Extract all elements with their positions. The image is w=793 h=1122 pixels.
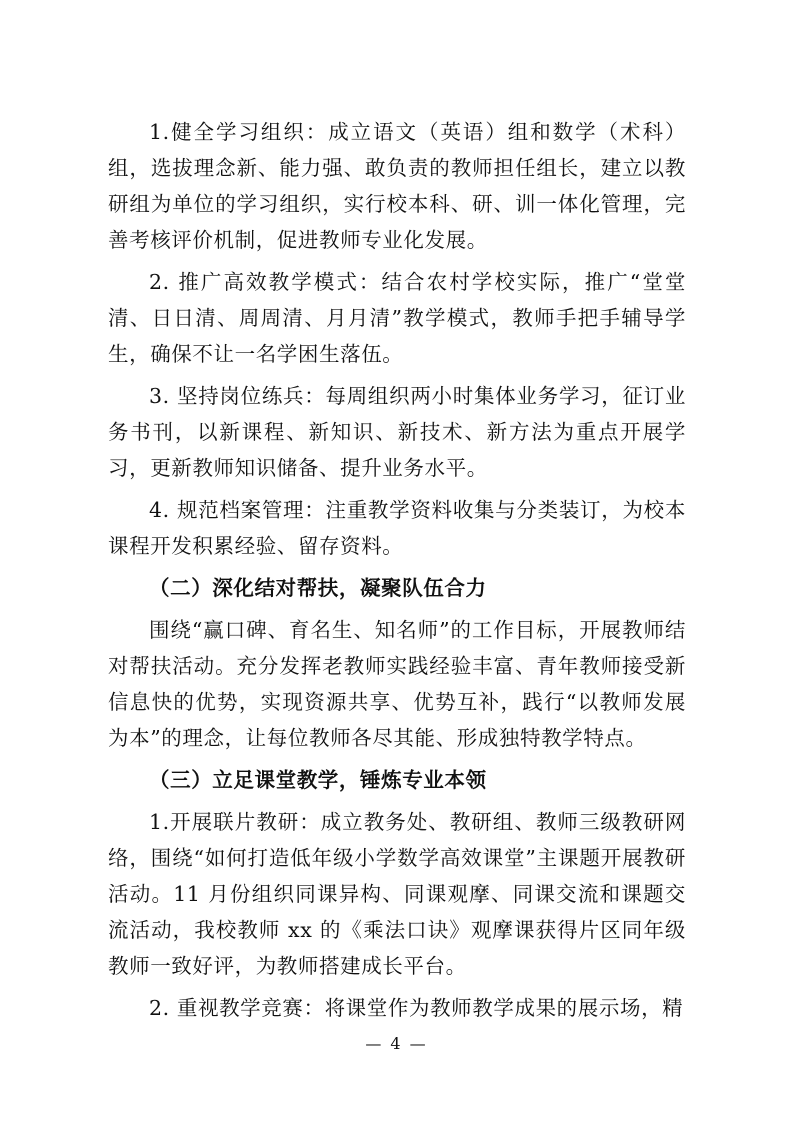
section-heading-mentoring: （二）深化结对帮扶，凝聚队伍合力 [149, 576, 487, 600]
paragraph-teaching-competition: 2. 重视教学竞赛：将课堂作为教师教学成果的展示场，精 [149, 996, 684, 1020]
page-number: — 4 — [365, 1034, 428, 1053]
paragraph-teaching-model: 2. 推广高效教学模式：结合农村学校实际，推广“堂堂清、日日清、周周清、月月清”教学模式，教师手把手辅导学生，确保不让一名学困生落伍。 [108, 270, 686, 366]
paragraph-joint-research: 1.开展联片教研：成立教务处、教研组、教师三级教研网络，围绕“如何打造低年级小学数学高效课堂”主课题开展教研活动。11 月份组织同课异构、同课观摩、同课交流和课题交流活动，我校教师 xx 的《乘法口诀》观摩课获得片区同年级教师一致好评，为教师搭建成长平台。 [108, 810, 686, 978]
paragraph-mentoring: 围绕“赢口碑、育名生、知名师”的工作目标，开展教师结对帮扶活动。充分发挥老教师实践经验丰富、青年教师接受新信息快的优势，实现资源共享、优势互补，践行“以教师发展为本”的理念，让每位教师各尽其能、形成独特教学特点。 [108, 618, 686, 750]
paragraph-job-training: 3. 坚持岗位练兵：每周组织两小时集体业务学习，征订业务书刊，以新课程、新知识、新技术、新方法为重点开展学习，更新教师知识储备、提升业务水平。 [108, 384, 686, 480]
paragraph-archive-management: 4. 规范档案管理：注重教学资料收集与分类装订，为校本课程开发积累经验、留存资料。 [108, 498, 686, 558]
paragraph-study-organization: 1.健全学习组织：成立语文（英语）组和数学（术科）组，选拔理念新、能力强、敢负责的教师担任组长，建立以教研组为单位的学习组织，实行校本科、研、训一体化管理，完善考核评价机制，促进教师专业化发展。 [108, 120, 686, 252]
document-body [108, 114, 686, 1026]
section-heading-classroom: （三）立足课堂教学，锤炼专业本领 [149, 768, 487, 792]
